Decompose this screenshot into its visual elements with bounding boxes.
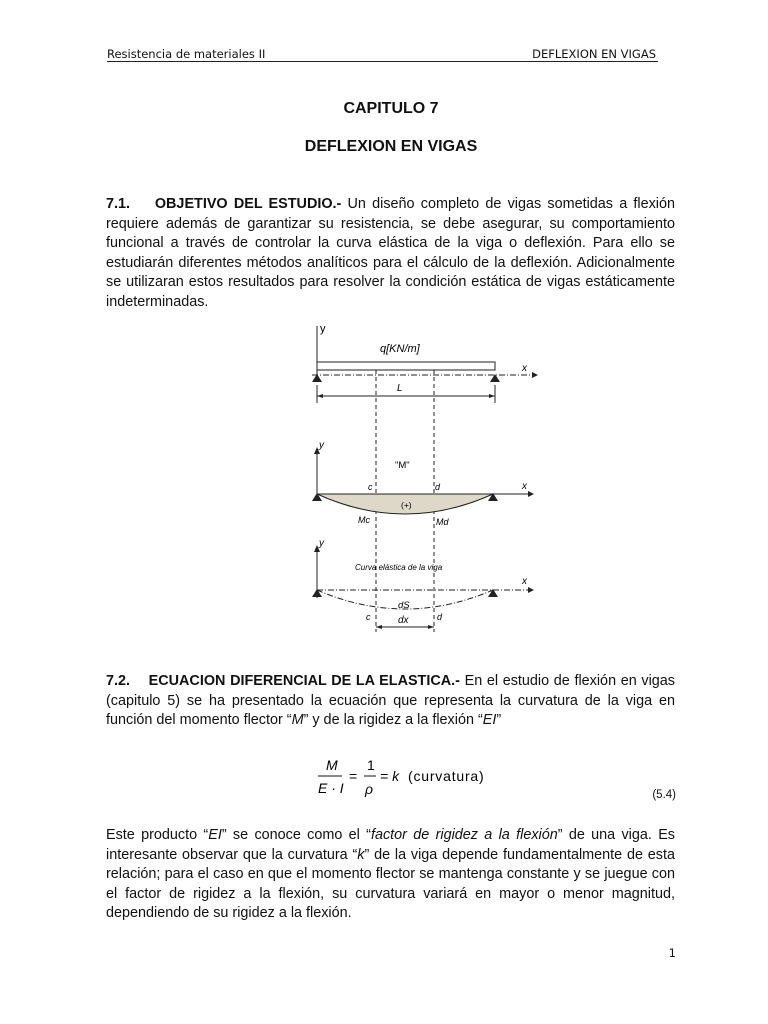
- load-label: q[KN/m]: [380, 343, 420, 355]
- eq-denominator: E · I: [318, 780, 344, 796]
- x-label-1: x: [522, 363, 527, 374]
- symbol-ei: EI: [482, 712, 497, 729]
- p3-factor: factor de rigidez a la flexión: [370, 827, 558, 843]
- page-number: 1: [668, 946, 676, 960]
- paragraph-3: [106, 826, 675, 924]
- span-label: L: [397, 383, 403, 394]
- symbol-m: M: [291, 712, 304, 729]
- mc-label: Mc: [358, 515, 370, 525]
- dx-label: dx: [398, 615, 409, 626]
- point-d-1: d: [435, 482, 441, 492]
- p3-text-c: ” de una viga. Es interesante observar que la curvatura “: [106, 827, 675, 863]
- chapter-number: CAPITULO 7: [343, 100, 439, 117]
- p3-text-b: ” se conoce como el “: [221, 827, 371, 843]
- plus-sign: (+): [401, 500, 412, 510]
- point-d-2: d: [437, 612, 443, 622]
- eq-rho: ρ: [365, 781, 374, 797]
- p3-text-a: Este producto “: [106, 827, 209, 843]
- section-7-1-heading: 7.1. OBJETIVO DEL ESTUDIO.-: [106, 196, 342, 212]
- ds-label: dS: [398, 600, 410, 611]
- header-right: DEFLEXION EN VIGAS: [532, 47, 656, 61]
- equation-number: (5.4): [652, 789, 676, 801]
- eq-k: = k: [380, 768, 400, 784]
- md-label: Md: [436, 517, 449, 527]
- eq-label: (curvatura): [408, 768, 485, 784]
- equation-5-4: [316, 756, 516, 806]
- p3-symbol-k: k: [357, 846, 365, 863]
- x-label-3: x: [522, 576, 527, 587]
- section-7-2-text-1: En el estudio de flexión en vigas (capitulo 5) se ha presentado la ecuación que representa la curvatura de la viga en función del momento flector “: [106, 673, 675, 729]
- eq-numerator: M: [326, 757, 338, 773]
- header-left: Resistencia de materiales II: [107, 47, 266, 61]
- section-7-2-text-2: ” y de la rigidez a la flexión “: [303, 712, 483, 729]
- y-label-1: y: [320, 323, 326, 335]
- p3-symbol-ei: EI: [208, 827, 222, 843]
- section-7-1: [106, 195, 675, 313]
- eq-one: 1: [367, 757, 375, 773]
- beam-figure: [300, 320, 550, 640]
- section-7-2-heading: 7.2. ECUACION DIFERENCIAL DE LA ELASTICA.-: [106, 673, 460, 689]
- section-7-2-text-3: ”: [496, 712, 502, 729]
- section-7-1-text: Un diseño completo de vigas sometidas a flexión requiere además de garantizar su resistencia, se debe asegurar, su comportamiento funcional a través de controlar la curva elástica de la viga o deflexión. Para ello se estudiarán diferentes métodos analíticos para el cálculo de la deflexión. Adicionalmente se utilizaran estos resultados para resolver la condición estática de vigas estáticamente indeterminadas.: [106, 196, 676, 310]
- eq-equal-1: =: [349, 768, 358, 784]
- x-label-2: x: [522, 481, 527, 492]
- moment-label: "M": [395, 460, 410, 471]
- page-header: [107, 47, 658, 62]
- point-c-1: c: [368, 482, 373, 492]
- y-label-3: y: [319, 538, 324, 549]
- point-c-2: c: [366, 612, 371, 622]
- chapter-title: DEFLEXION EN VIGAS: [304, 138, 478, 155]
- y-label-2: y: [319, 440, 324, 451]
- p3-text-d: ” de la viga depende fundamentalmente de esta relación; para el caso en que el momento flector se mantenga constante y se juegue con el factor de rigidez a la flexión, su curvatura variará en mayor o menor magnitud, dependiendo de su rigidez a la flexión.: [106, 846, 676, 922]
- section-7-2: [106, 672, 675, 731]
- beam: [317, 362, 495, 370]
- curve-label: Curva elástica de la viga: [355, 563, 443, 572]
